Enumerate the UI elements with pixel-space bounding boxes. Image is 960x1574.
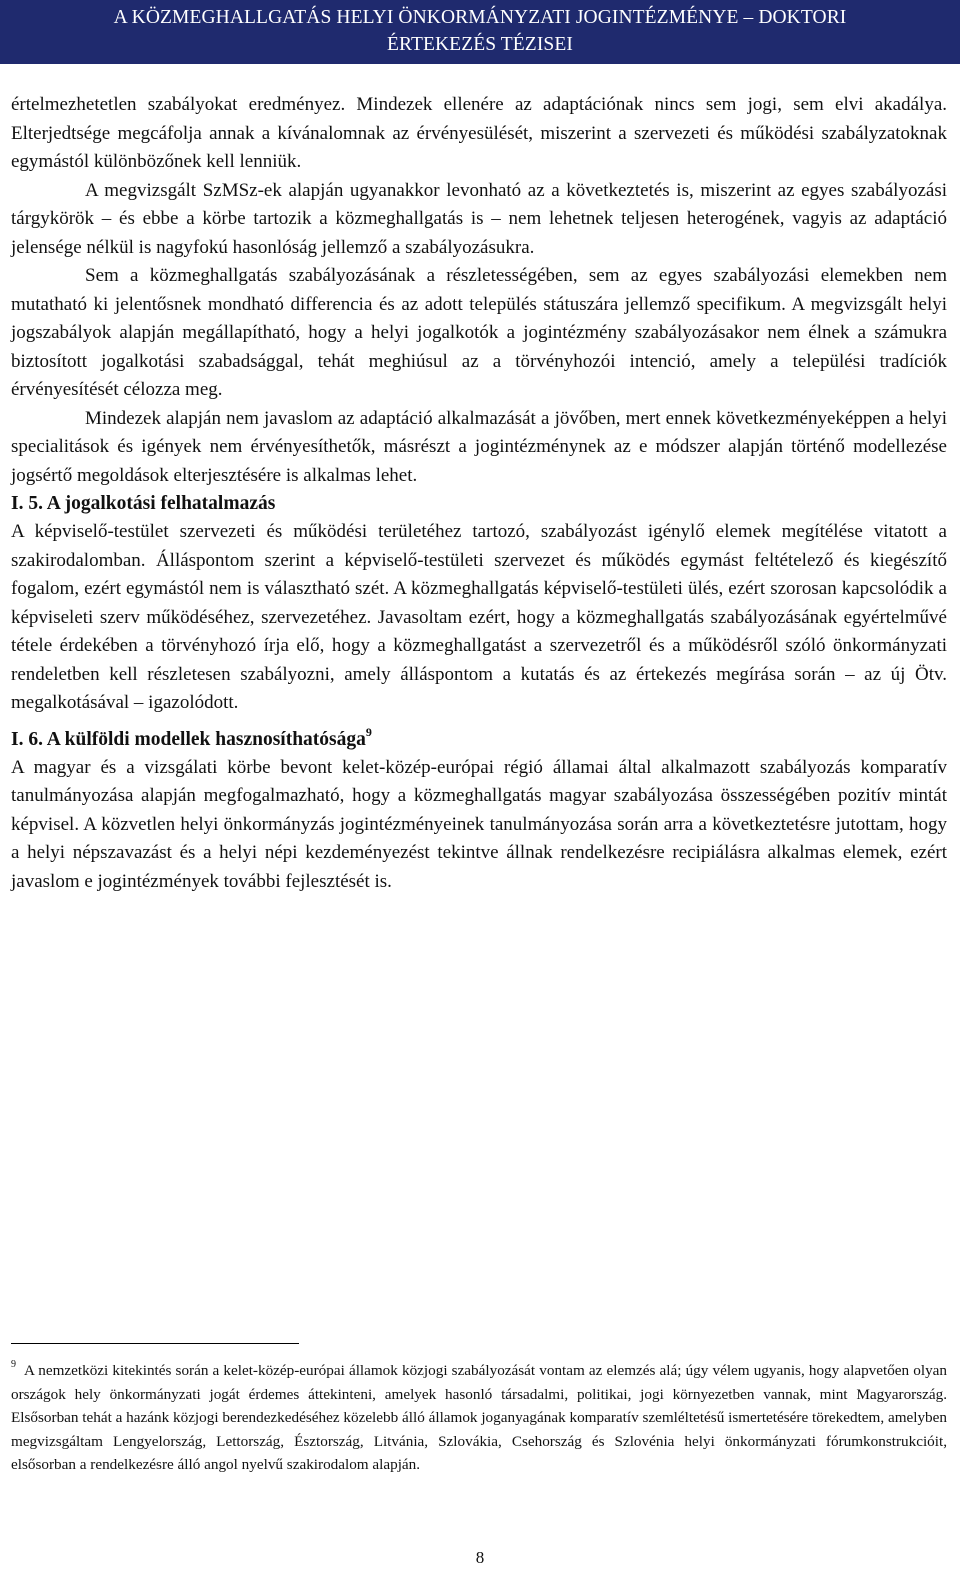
- footnote-separator: [11, 1343, 299, 1344]
- section-6-paragraph: A magyar és a vizsgálati körbe bevont kelet-közép-európai régió államai által alkalmazott szabályozás komparatív tanulmányozása alapján megfogalmazható, hogy a közmeghallgatás magyar szabályozása összességében pozitív mintát képvisel. A közvetlen helyi önkormányzás jogintézményeinek tanulmányozása során arra a következtetésre jutottam, hogy a helyi népszavazást és a helyi népi kezdeményezést tekintve állnak rendelkezésre recipiálásra alkalmas elemek, ezért javaslom e jogintézmények további fejlesztését is.: [11, 756, 947, 892]
- paragraph-1: értelmezhetetlen szabályokat eredményez. Mindezek ellenére az adaptációnak nincs sem jogi, sem elvi akadálya. Elterjedtsége megcáfolja annak a kívánalomnak az érvényesülését, miszerint a szervezeti és működési szabályzatoknak egymástól különbözőnek kell lenniük.: [11, 94, 947, 172]
- section-heading-6: [11, 718, 947, 754]
- footnote-reference[interactable]: 9: [365, 724, 372, 739]
- header-title-line2: ÉRTEKEZÉS TÉZISEI: [387, 34, 573, 55]
- footnote-text: A nemzetközi kitekintés során a kelet-közép-európai államok közjogi szabályozását vontam az elemzés alá; úgy vélem ugyanis, hogy alapvetően olyan országok hely önkormányzati jogát érdemes áttekinteni, amelyek hasonló társadalmi, politikai, jogi környezetben vannak, mint Magyarország. Elsősorban tehát a hazánk közjogi berendezkedéséhez közelebb álló államok joganyagának komparatív szemléltetésű ismertetésére törekedtem, amelyben megvizsgáltam Lengyelország, Lettország, Észtország, Litvánia, Szlovákia, Csehország és Szlovénia helyi önkormányzati fórumkonstrukcióit, elsősorban a rendelkezésre álló angol nyelvű szakirodalom alapján.: [11, 1362, 947, 1473]
- section-5-paragraph: A képviselő-testület szervezeti és működési területéhez tartozó, szabályozást igénylő elemek megítélése vitatott a szakirodalomban. Álláspontom szerint a képviselő-testületi szervezet és működés egymást feltételező és kiegészítő fogalom, ezért egymástól nem is választható szét. A közmeghallgatás képviselő-testületi ülés, ezért szorosan kapcsolódik a képviseleti szerv működéséhez, szervezetéhez. Javasoltam ezért, hogy a közmeghallgatás szabályozásának egyértelművé tétele érdekében a törvényhozó írja elő, hogy a közmeghallgatást a szervezetről és a működésről szóló önkormányzati rendeletben kell részletesen szabályozni, amely álláspontom a kutatás és az értekezés megírása során – az új Ötv. megalkotásával – igazolódott.: [11, 521, 947, 713]
- paragraph-4: Mindezek alapján nem javaslom az adaptáció alkalmazását a jövőben, mert ennek következményeképpen a helyi specialitások és igények nem érvényesíthetők, másrészt a jogintézménynek az e módszer alapján történő modellezése jogsértő megoldások elterjesztésére is alkalmas lehet.: [11, 407, 947, 486]
- paragraph-3: Sem a közmeghallgatás szabályozásának a részletességében, sem az egyes szabályozási elemekben nem mutatható ki jelentősnek mondható differencia és az adott település státuszára jellemző specifikum. A megvizsgált helyi jogszabályok alapján megállapítható, hogy a helyi jogalkotók a jogintézmény szabályozásakor nem élnek a számukra biztosított jogalkotási szabadsággal, tehát meghiúsul az a törvényhozói intenció, amely a települési tradíciók érvényesítését célozza meg.: [11, 265, 947, 400]
- footnote: [11, 1353, 947, 1477]
- document-header: [0, 0, 960, 64]
- page-number: 8: [475, 1548, 485, 1567]
- section-heading-6-text: I. 6. A külföldi modellek hasznosíthatósága: [11, 728, 366, 750]
- paragraph-2: A megvizsgált SzMSz-ek alapján ugyanakkor levonható az a következtetés is, miszerint az egyes szabályozási tárgykörök – és ebbe a körbe tartozik a közmeghallgatás is – nem lehetnek teljesen heterogének, vagyis az adaptáció jelensége nélkül is nagyfokú hasonlóság jellemző a szabályozásukra.: [11, 179, 947, 258]
- header-title-line1: A KÖZMEGHALLGATÁS HELYI ÖNKORMÁNYZATI JOGINTÉZMÉNYE – DOKTORI: [113, 7, 847, 28]
- section-heading-5: I. 5. A jogalkotási felhatalmazás: [11, 493, 276, 514]
- footnote-number: 9: [11, 1359, 16, 1370]
- main-content: [11, 91, 947, 896]
